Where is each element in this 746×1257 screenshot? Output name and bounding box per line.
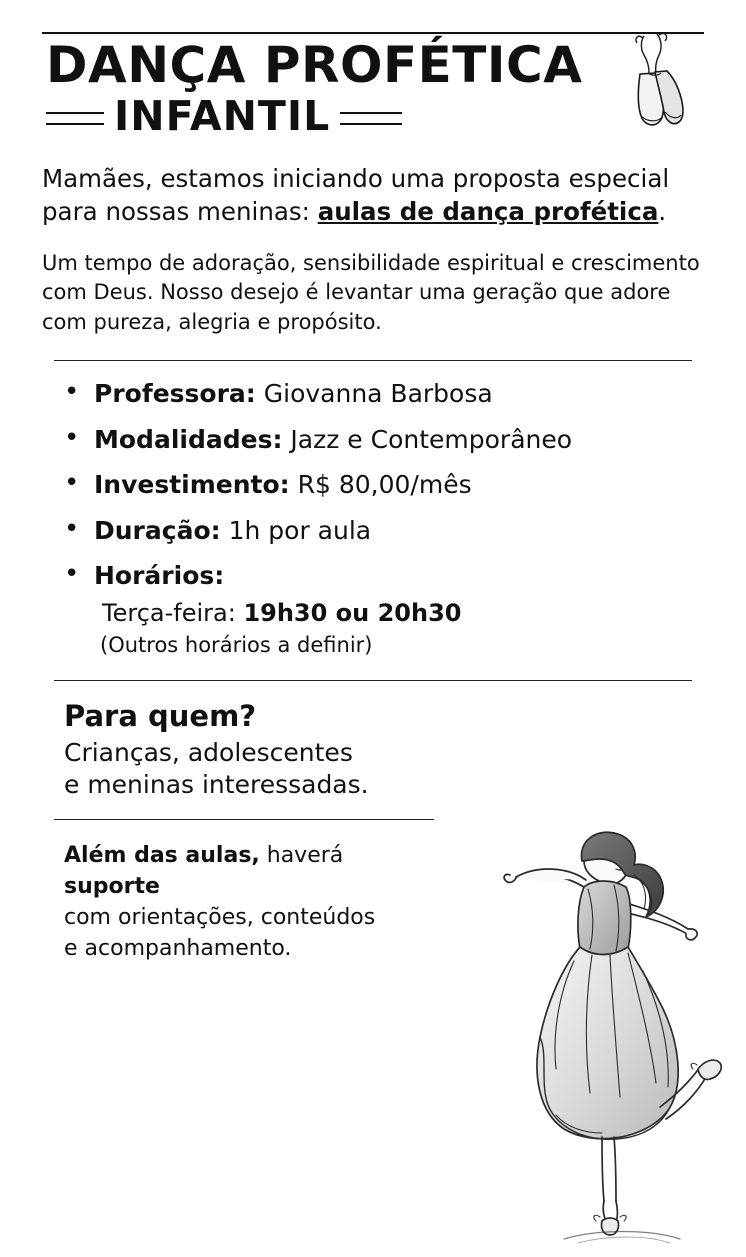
list-item bbox=[64, 425, 704, 455]
details-list bbox=[42, 379, 704, 658]
audience-section bbox=[42, 699, 704, 801]
detail-value: Jazz e Contemporâneo bbox=[290, 424, 573, 454]
audience-line-1: Crianças, adolescentes bbox=[64, 737, 353, 767]
support-mid: haverá bbox=[259, 842, 344, 868]
intro-lead-highlight: aulas de dança profética bbox=[317, 196, 659, 226]
list-item bbox=[64, 470, 704, 500]
schedule-times: 19h30 ou 20h30 bbox=[243, 598, 462, 627]
detail-value: R$ 80,00/mês bbox=[297, 470, 472, 500]
detail-label: Duração: bbox=[94, 515, 221, 545]
schedule-note: (Outros horários a definir) bbox=[100, 632, 373, 657]
audience-line-2: e meninas interessadas. bbox=[64, 769, 369, 799]
audience-title: Para quem? bbox=[64, 698, 257, 733]
detail-value: Giovanna Barbosa bbox=[263, 379, 493, 409]
page-title: DANÇA PROFÉTICA bbox=[46, 36, 583, 94]
detail-value: 1h por aula bbox=[228, 515, 372, 545]
support-line-1 bbox=[64, 840, 414, 902]
audience-body bbox=[64, 737, 394, 801]
support-section bbox=[64, 840, 414, 965]
support-strong-2: suporte bbox=[64, 873, 160, 899]
intro-lead-suffix: . bbox=[658, 196, 667, 226]
intro-section bbox=[42, 163, 704, 338]
detail-label: Investimento: bbox=[94, 470, 290, 500]
subtitle-row bbox=[46, 92, 704, 140]
intro-body: Um tempo de adoração, sensibilidade espiritual e crescimento com Deus. Nosso desejo é levantar uma geração que adore com pureza, alegria e propósito. bbox=[42, 250, 700, 335]
ballet-shoes-icon bbox=[610, 26, 702, 141]
schedule-line bbox=[102, 599, 704, 627]
detail-label: Horários: bbox=[94, 561, 225, 591]
subtitle-rule-right bbox=[340, 112, 402, 125]
divider-bottom bbox=[54, 819, 434, 820]
detail-label: Modalidades: bbox=[94, 424, 283, 454]
flyer-header bbox=[42, 32, 704, 140]
subtitle-rule-left bbox=[46, 112, 104, 125]
support-line-2: com orientações, conteúdos bbox=[64, 905, 376, 931]
list-item bbox=[64, 379, 704, 409]
schedule-day: Terça-feira: bbox=[102, 598, 236, 627]
support-line-3: e acompanhamento. bbox=[64, 936, 292, 962]
ballerina-illustration bbox=[388, 825, 728, 1245]
list-item bbox=[64, 516, 704, 546]
intro-lead-prefix: Mamães, estamos iniciando uma proposta especial para nossas meninas: bbox=[42, 164, 670, 226]
detail-label: Professora: bbox=[94, 379, 256, 409]
list-item-horarios bbox=[64, 561, 704, 658]
divider-middle bbox=[54, 680, 692, 681]
header-top-rule bbox=[42, 32, 704, 34]
page-subtitle: INFANTIL bbox=[114, 92, 331, 140]
intro-lead bbox=[42, 163, 704, 229]
divider-top bbox=[54, 360, 692, 361]
support-strong-1: Além das aulas, bbox=[64, 842, 260, 868]
